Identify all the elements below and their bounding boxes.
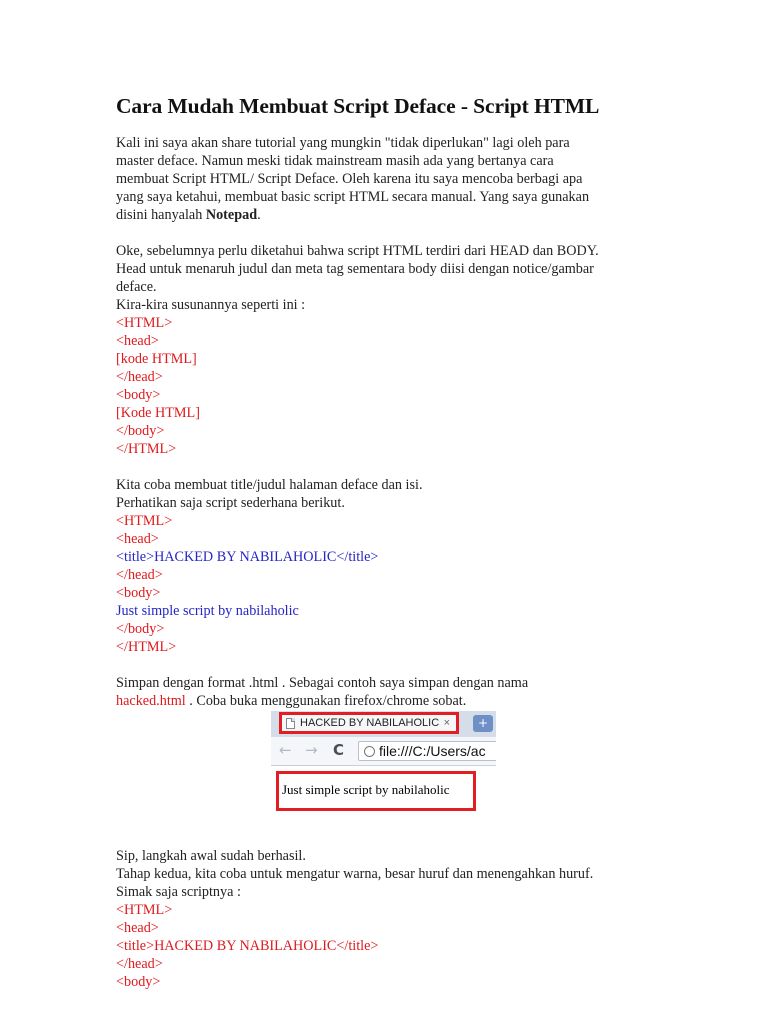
paragraph-line: Head untuk menaruh judul dan meta tag sementara body diisi dengan notice/gambar [116, 261, 594, 277]
browser-screenshot [271, 711, 496, 815]
intro-paragraph [116, 134, 656, 224]
paragraph-line: Kita coba membuat title/judul halaman deface dan isi. [116, 477, 423, 493]
filename-highlight: hacked.html [116, 693, 186, 709]
browser-page-content [276, 771, 476, 811]
section-title-example [116, 476, 656, 656]
page-icon [286, 718, 295, 729]
code-line: </body> [116, 423, 165, 439]
code-line: </HTML> [116, 639, 177, 655]
code-block-example [116, 512, 656, 656]
paragraph-line: Simak saja scriptnya : [116, 884, 241, 900]
code-line: [kode HTML] [116, 351, 197, 367]
code-line: <head> [116, 531, 159, 547]
code-line: <body> [116, 585, 161, 601]
article-title: Cara Mudah Membuat Script Deface - Script HTML [116, 94, 600, 118]
code-line: <title>HACKED BY NABILAHOLIC</title> [116, 549, 379, 565]
intro-line: yang saya ketahui, membuat basic script HTML secara manual. Yang saya gunakan [116, 189, 590, 205]
close-icon: × [443, 717, 450, 729]
paragraph-line: Perhatikan saja script sederhana berikut. [116, 495, 345, 511]
code-line: <body> [116, 974, 161, 990]
code-line: [Kode HTML] [116, 405, 200, 421]
intro-text: disini hanyalah [116, 207, 206, 223]
intro-line: membuat Script HTML/ Script Deface. Oleh karena itu saya mencoba berbagi apa [116, 171, 583, 187]
code-line: <title>HACKED BY NABILAHOLIC</title> [116, 938, 379, 954]
code-line: <body> [116, 387, 161, 403]
section-styling [116, 847, 656, 991]
code-line: <HTML> [116, 513, 173, 529]
paragraph-line: Kira-kira susunannya seperti ini : [116, 297, 306, 313]
code-line: </head> [116, 567, 163, 583]
code-line: </head> [116, 956, 163, 972]
browser-tab-bar [271, 711, 496, 737]
browser-tab [279, 712, 459, 734]
paragraph-line: deface. [116, 279, 157, 295]
section-save [116, 674, 656, 710]
code-line: <HTML> [116, 315, 173, 331]
code-block-structure [116, 314, 656, 458]
code-line: <head> [116, 333, 159, 349]
paragraph-text: . Coba buka menggunakan firefox/chrome sobat. [185, 693, 467, 709]
code-line: </head> [116, 369, 163, 385]
intro-line: master deface. Namun meski tidak mainstream masih ada yang bertanya cara [116, 153, 554, 169]
back-arrow-icon: ← [279, 741, 292, 759]
article [116, 92, 656, 991]
code-line: Just simple script by nabilaholic [116, 603, 299, 619]
browser-tab-title: HACKED BY NABILAHOLIC [300, 717, 440, 729]
browser-toolbar [271, 737, 496, 766]
forward-arrow-icon: → [305, 741, 318, 759]
address-url: file:///C:/Users/ac [379, 743, 486, 759]
intro-line-last [116, 206, 656, 224]
reload-icon: C [333, 741, 345, 759]
code-line: <HTML> [116, 902, 173, 918]
code-line: <head> [116, 920, 159, 936]
code-line: </HTML> [116, 441, 177, 457]
intro-line: Kali ini saya akan share tutorial yang mungkin "tidak diperlukan" lagi oleh para [116, 135, 570, 151]
address-bar [358, 741, 496, 761]
paragraph-line: Sip, langkah awal sudah berhasil. [116, 848, 306, 864]
paragraph-line [116, 692, 656, 710]
code-line: </body> [116, 621, 165, 637]
code-block-styling [116, 901, 656, 991]
new-tab-icon: + [473, 715, 493, 732]
section-structure [116, 242, 656, 458]
paragraph-line: Simpan dengan format .html . Sebagai contoh saya simpan dengan nama [116, 675, 529, 691]
intro-period: . [257, 207, 261, 223]
paragraph-line: Tahap kedua, kita coba untuk mengatur warna, besar huruf dan menengahkan huruf. [116, 866, 594, 882]
paragraph-line: Oke, sebelumnya perlu diketahui bahwa script HTML terdiri dari HEAD dan BODY. [116, 243, 599, 259]
browser-page-text: Just simple script by nabilaholic [282, 782, 450, 797]
globe-icon [364, 746, 375, 757]
notepad-emphasis: Notepad [205, 207, 258, 223]
